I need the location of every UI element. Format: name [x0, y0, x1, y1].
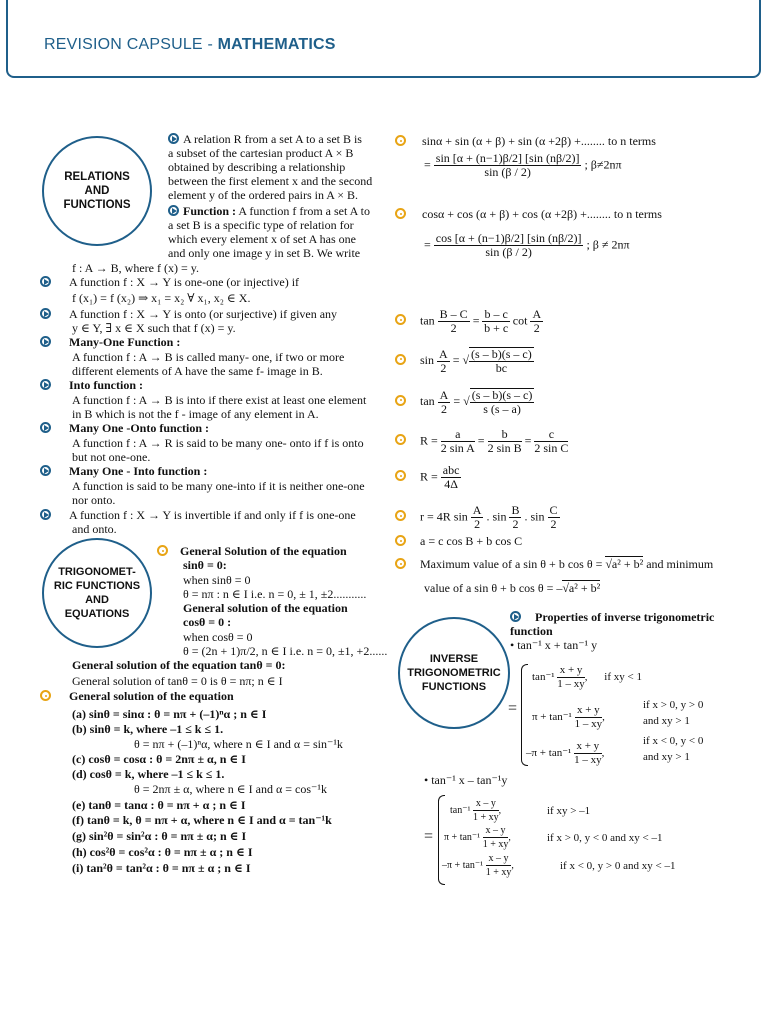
text-line: if x < 0, y < 0	[643, 735, 704, 747]
text-line: value of a sin θ + b cos θ = –√a² + b²	[424, 581, 601, 595]
bullet-icon	[395, 135, 406, 146]
formula: R = $\frac{\text{abc}}{4\Delta}$	[395, 464, 461, 491]
text-line: (f) tanθ = k, θ = nπ + α, where n ∈ I and α = tan⁻¹k	[72, 813, 332, 827]
text-line: (d) cosθ = k, where –1 ≤ k ≤ 1.	[72, 767, 225, 781]
text-line: Properties of inverse trigonometric	[510, 610, 714, 624]
text-line: General Solution of the equation	[157, 544, 347, 558]
text-line: and xy > 1	[643, 715, 690, 727]
bullet-icon	[395, 208, 406, 219]
text-line: and onto.	[72, 522, 117, 536]
bullet-icon	[40, 509, 51, 520]
text-line: a set B is a specific type of relation for	[168, 218, 354, 232]
text-line: A function f : X → Y is one-one (or injective) if	[40, 275, 299, 289]
formula: tan⁻¹ $\frac{x - y}{1 + xy}$ ,	[450, 798, 502, 823]
bullet-icon	[395, 434, 406, 445]
bullet-icon	[168, 133, 179, 144]
formula: r = 4R sin $\frac{A}{2}$ . sin $\frac{B}{2}$ . sin $\frac{C}{2}$	[395, 504, 560, 531]
text-line: A function f : A → B is into if there exist at least one element	[72, 393, 367, 407]
text-line: (h) cos²θ = cos²α : θ = nπ ± α ; n ∈ I	[72, 845, 253, 859]
text-line: • tan⁻¹ x – tan⁻¹y	[424, 773, 508, 787]
text-line: sinα + sin (α + β) + sin (α +2β) +........ to n terms	[395, 134, 656, 148]
formula: =	[508, 700, 518, 717]
text-line: y ∈ Y, ∃ x ∈ X such that f (x) = y.	[72, 321, 236, 335]
text-line: obtained by describing a relationship	[168, 160, 346, 174]
formula: = $\frac{\sin [\alpha + (n-1)\beta/2] [\sin (n\beta/2)]}{\sin (\beta / 2)}$ ; β≠2nπ	[424, 151, 622, 179]
page-title: REVISION CAPSULE - MATHEMATICS	[44, 36, 336, 53]
text-line: and xy > 1	[643, 751, 690, 763]
text-line: A function is said to be many one-into if it is neither one-one	[72, 479, 365, 493]
bullet-icon	[40, 465, 51, 476]
text-line: f (x₁) = f (x₂) ⇒ x₁ = x₂ ∀ x₁, x₂ ∈ X.	[72, 291, 251, 305]
text-line: A function f : X → Y is invertible if and only if f is one-one	[40, 508, 356, 522]
text-line: Many-One Function :	[40, 335, 180, 349]
formula: tan⁻¹ $\frac{x + y}{1 - xy}$ , if xy < 1	[532, 664, 642, 690]
text-line: Many One -Onto function :	[40, 421, 209, 435]
text-line: (g) sin²θ = sin²α : θ = nπ ± α; n ∈ I	[72, 829, 247, 843]
bullet-icon	[157, 545, 168, 556]
text-line: cosα + cos (α + β) + cos (α +2β) +........ to n terms	[395, 207, 662, 221]
text-line: a = c cos B + b cos C	[395, 534, 522, 548]
formula: π + tan⁻¹ $\frac{x - y}{1 + xy}$ ,	[444, 825, 511, 850]
bullet-icon	[395, 558, 406, 569]
text-line: General solution of tanθ = 0 is θ = nπ; n ∈ I	[72, 674, 283, 688]
text-line: element y of the ordered pairs in A × B.	[168, 188, 359, 202]
section-trig: TRIGONOMET- RIC FUNCTIONS AND EQUATIONS	[42, 538, 152, 648]
bullet-icon	[395, 470, 406, 481]
text-line: A function f : X → Y is onto (or surjective) if given any	[40, 307, 337, 321]
text-line: A relation R from a set A to a set B is	[168, 132, 362, 146]
text-line: when sinθ = 0	[183, 573, 251, 587]
bullet-icon	[40, 422, 51, 433]
text-line: Many One - Into function :	[40, 464, 207, 478]
text-line: between the first element x and the second	[168, 174, 373, 188]
formula: tan $\frac{A}{2}$ = √ $\frac{(s - b)(s - c)}{s (s - a)}$	[395, 388, 534, 416]
bullet-icon	[168, 205, 179, 216]
formula: =	[424, 828, 434, 845]
formula: tan $\frac{B - C}{2}$ = $\frac{b - c}{b + c}$ cot $\frac{A}{2}$	[395, 308, 543, 335]
bullet-icon	[395, 354, 406, 365]
text-line: θ = nπ : n ∈ I i.e. n = 0, ± 1, ±2...........	[183, 587, 367, 601]
bullet-icon	[395, 395, 406, 406]
text-line: (b) sinθ = k, where –1 ≤ k ≤ 1.	[72, 722, 224, 736]
bullet-icon	[395, 314, 406, 325]
text-line: A function f : A → B is called many- one, if two or more	[72, 350, 345, 364]
text-line: Function : A function f from a set A to	[168, 204, 370, 218]
bullet-icon	[395, 510, 406, 521]
bullet-icon	[40, 690, 51, 701]
text-line: and only one image y in set B. We write	[168, 246, 361, 260]
text-line: nor onto.	[72, 493, 116, 507]
bullet-icon	[40, 379, 51, 390]
text-line: A function f : A → R is said to be many one- onto if f is onto	[72, 436, 364, 450]
text-line: function	[510, 624, 553, 638]
text-line: a subset of the cartesian product A × B	[168, 146, 354, 160]
text-line: (c) cosθ = cosα : θ = 2nπ ± α, n ∈ I	[72, 752, 246, 766]
text-line: Into function :	[40, 378, 143, 392]
text-line: which every element x of set A has one	[168, 232, 356, 246]
text-line: θ = (2n + 1)π/2, n ∈ I i.e. n = 0, ±1, +2......	[183, 644, 388, 658]
text-line: (a) sinθ = sinα : θ = nπ + (–1)ⁿα ; n ∈ I	[72, 707, 267, 721]
text-line: if x < 0, y > 0 and xy < –1	[560, 860, 676, 872]
text-line: θ = nπ + (–1)ⁿα, where n ∈ I and α = sin⁻¹k	[134, 737, 343, 751]
text-line: if x > 0, y > 0	[643, 699, 704, 711]
formula: –π + tan⁻¹ $\frac{x + y}{1 - xy}$ ,	[526, 740, 605, 766]
text-line: cosθ = 0 :	[183, 615, 232, 629]
bullet-icon	[510, 611, 521, 622]
text-line: but not one-one.	[72, 450, 151, 464]
text-line: • tan⁻¹ x + tan⁻¹ y	[510, 638, 598, 652]
bullet-icon	[40, 276, 51, 287]
text-line: f : A → B, where f (x) = y.	[72, 261, 199, 275]
text-line: in B which is not the f - image of any element in A.	[72, 407, 319, 421]
text-line: (i) tan²θ = tan²α : θ = nπ ± α ; n ∈ I	[72, 861, 251, 875]
bullet-icon	[40, 336, 51, 347]
text-line: θ = 2nπ ± α, where n ∈ I and α = cos⁻¹k	[134, 782, 327, 796]
text-line: if xy > –1	[547, 805, 591, 817]
text-line: (e) tanθ = tanα : θ = nπ + α ; n ∈ I	[72, 798, 246, 812]
text-line: sinθ = 0:	[183, 558, 227, 572]
text-line: different elements of A have the same f- image in B.	[72, 364, 323, 378]
formula: = $\frac{\cos [\alpha + (n-1)\beta/2] [\sin (n\beta/2)]}{\sin (\beta / 2)}$ ; β ≠ 2nπ	[424, 231, 630, 259]
text-line: when cosθ = 0	[183, 630, 253, 644]
bullet-icon	[40, 308, 51, 319]
formula: –π + tan⁻¹ $\frac{x - y}{1 + xy}$ ,	[442, 853, 514, 878]
text-line: General solution of the equation tanθ = 0:	[72, 658, 286, 672]
section-inverse: INVERSE TRIGONOMETRIC FUNCTIONS	[398, 617, 510, 729]
formula: R = $\frac{a}{\text{2 sin A}}$ = $\frac{b}{\text{2 sin B}}$ = $\frac{c}{\text{2 sin C}}$	[395, 428, 568, 455]
text-line: if x > 0, y < 0 and xy < –1	[547, 832, 663, 844]
text-line: Maximum value of a sin θ + b cos θ = √a² + b² and minimum	[395, 557, 713, 571]
text-line: General solution of the equation	[40, 689, 234, 703]
formula: π + tan⁻¹ $\frac{x + y}{1 - xy}$ ,	[532, 704, 605, 730]
section-relations: RELATIONS AND FUNCTIONS	[42, 136, 152, 246]
formula: sin $\frac{A}{2}$ = √ $\frac{(s - b)(s - c)}{bc}$	[395, 347, 534, 375]
text-line: General solution of the equation	[183, 601, 348, 615]
bullet-icon	[395, 535, 406, 546]
